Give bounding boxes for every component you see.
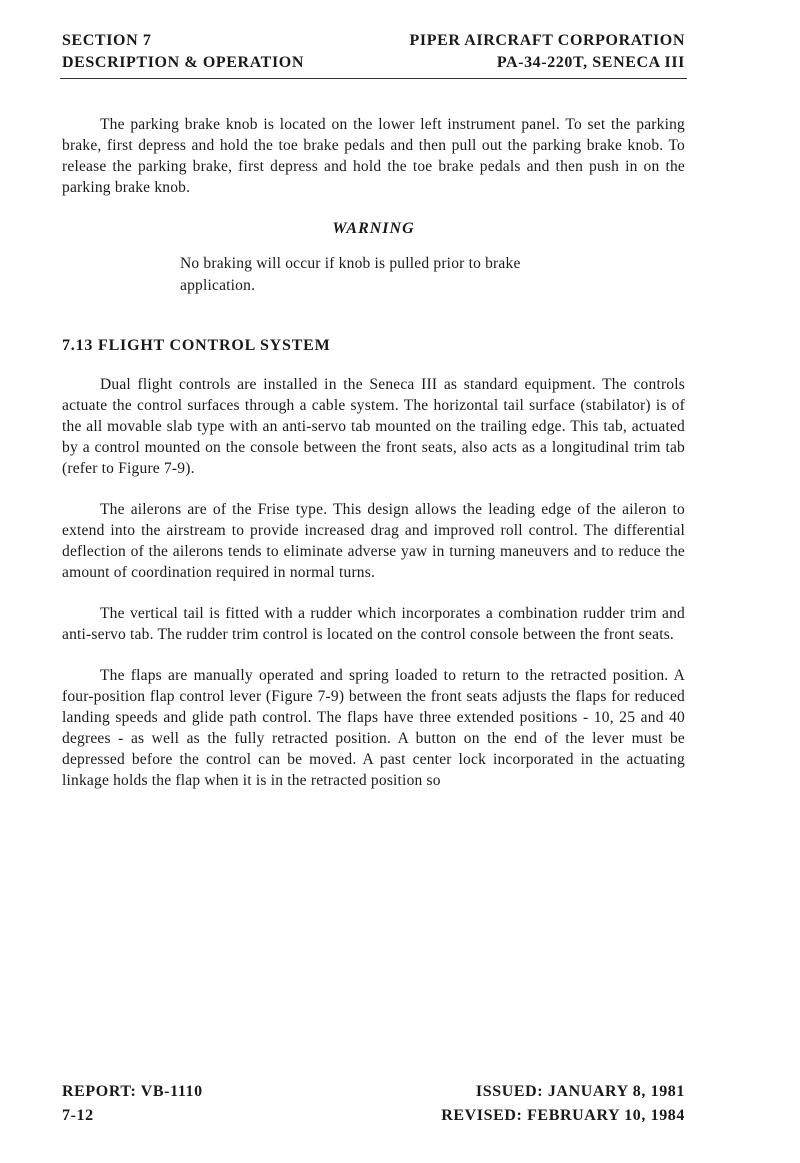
paragraph-flaps: The flaps are manually operated and spring loaded to return to the retracted position. A four-position flap control lever (Figure 7-9) between the front seats adjusts the flaps for reduced landing speeds and glide path control. The flaps have three extended positions - 10, 25 and 40 degrees - as well as the fully retracted position. A button on the end of the lever must be depressed before the control can be moved. A past center lock incorporated in the actuating linkage holds the flap when it is in the retracted position so [62,667,685,789]
paragraph-vertical-tail: The vertical tail is fitted with a rudder which incorporates a combination rudder trim and anti-servo tab. The rudder trim control is located on the control console between the front seats. [62,605,685,643]
paragraph-ailerons: The ailerons are of the Frise type. This design allows the leading edge of the aileron to extend into the airstream to provide increased drag and improved roll control. The differential deflection of the ailerons tends to eliminate adverse yaw in turning maneuvers and to reduce the amount of coordination required in normal turns. [62,501,685,581]
header-subsection: DESCRIPTION & OPERATION [62,54,304,71]
warning-text: No braking will occur if knob is pulled prior to brake application. [180,255,521,294]
header-company: PIPER AIRCRAFT CORPORATION [409,32,685,49]
header-model: PA-34-220T, SENECA III [496,54,685,71]
page-footer [62,1080,685,1128]
footer-issued: ISSUED: JANUARY 8, 1981 [475,1083,685,1100]
footer-report: REPORT: VB-1110 [62,1083,203,1100]
page-body [62,114,685,811]
page-number: 7-12 [62,1107,94,1124]
paragraph-parking-brake: The parking brake knob is located on the lower left instrument panel. To set the parking brake, first depress and hold the toe brake pedals and then pull out the parking brake knob. To release the parking brake, first depress and hold the toe brake pedals and then push in on the parking brake knob. [62,116,685,196]
warning-title: WARNING [332,220,415,237]
page-header [62,30,685,74]
section-heading: 7.13 FLIGHT CONTROL SYSTEM [62,337,331,354]
header-divider [60,78,687,79]
header-section: SECTION 7 [62,32,152,49]
paragraph-dual-controls: Dual flight controls are installed in the Seneca III as standard equipment. The controls actuate the control surfaces through a cable system. The horizontal tail surface (stabilator) is of the all movable slab type with an anti-servo tab mounted on the trailing edge. This tab, actuated by a control mounted on the console between the front seats, also acts as a longitudinal trim tab (refer to Figure 7-9). [62,376,685,477]
footer-revised: REVISED: FEBRUARY 10, 1984 [441,1107,685,1124]
